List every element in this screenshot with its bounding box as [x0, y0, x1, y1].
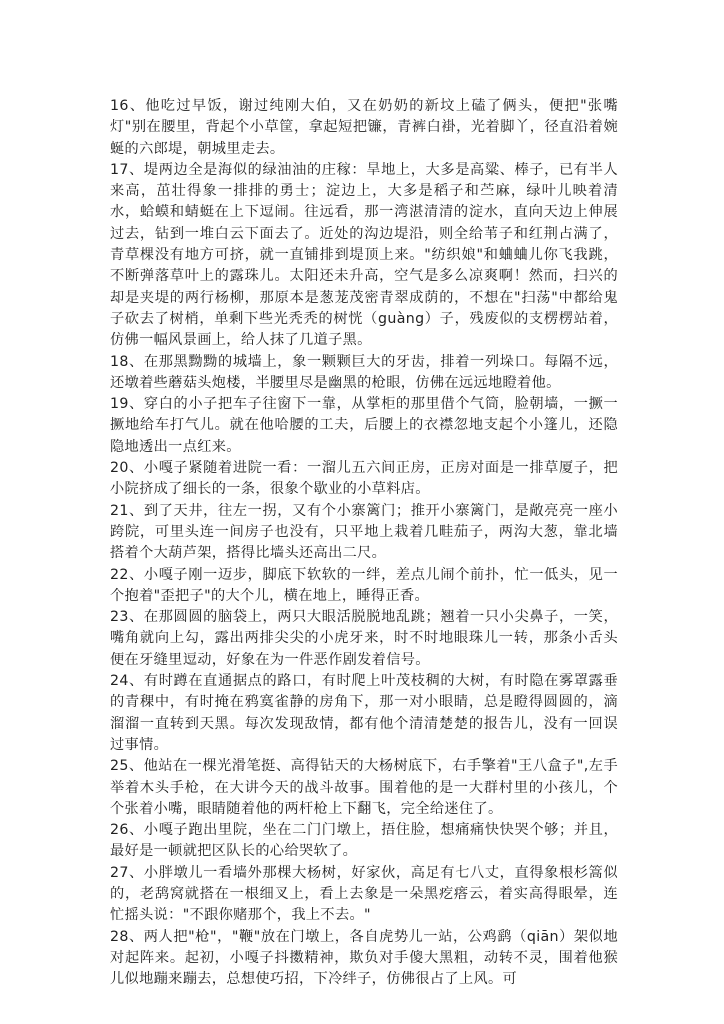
- paragraph-18: 18、在那黑黝黝的城墙上，象一颗颗巨大的牙齿，排着一列垛口。每隔不远，还墩着些蘑菇头炮楼，半腰里尽是幽黑的枪眼，仿佛在远远地瞪着他。: [110, 353, 618, 391]
- paragraph-19: 19、穿白的小子把车子往窗下一靠，从掌柜的那里借个气筒，脸朝墙，一撅一撅地给车打气儿。就在他哈腰的工夫，后腰上的衣襟忽地支起个小篷儿，还隐隐地透出一点红来。: [110, 396, 618, 455]
- paragraph-21: 21、到了天井，往左一拐，又有个小寨篱门；推开小寨篱门，是敞亮亮一座小跨院，可里头连一间房子也没有，只平地上栽着几畦茄子，两沟大葱，靠北墙搭着个大葫芦架，搭得比墙头还高出二尺。: [110, 502, 618, 562]
- paragraph-27: 27、小胖墩儿一看墙外那棵大杨树，好家伙，高足有七八丈，直得象根杉篙似的，老鸹窝就搭在一根细叉上，看上去象是一朵黑疙瘩云，着实高得眼晕，连忙摇头说："不跟你赌那个，我上不去。": [110, 864, 618, 924]
- paragraph-23: 23、在那圆圆的脑袋上，两只大眼活脱脱地乱跳；翘着一只小尖鼻子，一笑，嘴角就向上勾，露出两排尖尖的小虎牙来，时不时地眼珠儿一转，那条小舌头便在牙缝里逗动，好象在为一件恶作剧发着信号。: [110, 609, 618, 668]
- paragraph-26: 26、小嘎子跑出里院，坐在二门门墩上，捂住脸，想痛痛快快哭个够；并且，最好是一顿就把区队长的心给哭软了。: [110, 822, 618, 860]
- paragraph-28: 28、两人把"枪"，"鞭"放在门墩上，各自虎势儿一站，公鸡鹞（qiān）架似地对起阵来。起初，小嘎子抖擞精神，欺负对手傻大黑粗，动转不灵，围着他猴儿似地蹦来蹦去，总想使巧招，下冷绊子，仿佛很占了上风。可: [110, 928, 618, 988]
- paragraph-24: 24、有时蹲在直通据点的路口，有时爬上叶茂枝稠的大树，有时隐在雾罩露垂的青稞中，有时掩在鸦寞雀静的房角下，那一对小眼睛，总是瞪得圆圆的，滴溜溜一直转到天黑。每次发现敌情，都有他个清清楚楚的报告儿，没有一回误过事情。: [110, 673, 618, 753]
- paragraph-17: 17、堤两边全是海似的绿油油的庄稼：旱地上，大多是高粱、棒子，已有半人来高，茁壮得象一排排的勇士；淀边上，大多是稻子和苎麻，绿叶儿映着清水，蛤蟆和蜻蜓在上下逗闹。往远看，那一湾湛清清的淀水，直向天边上伸展过去，钻到一堆白云下面去了。近处的沟边堤沿，则全给苇子和红荆占满了，青草棵没有地方可挤，就一直铺排到堤顶上来。"纺织娘"和蛐蛐儿你飞我跳，不断弹落草叶上的露珠儿。太阳还未升高，空气是多么凉爽啊！然而，扫兴的却是夹堤的两行杨柳，那原本是葱茏茂密青翠成荫的，不想在"扫荡"中都给鬼子砍去了树梢，单剩下些光秃秃的树恍（guàng）子，残废似的支楞楞站着，仿佛一幅风景画上，给人抹了几道子黑。: [110, 161, 618, 349]
- paragraph-16: 16、他吃过早饭，谢过纯刚大伯，又在奶奶的新坟上磕了俩头，便把"张嘴灯"别在腰里，背起个小草筐，拿起短把镰，青裤白褂，光着脚丫，径直沿着婉蜒的六郎堤，朝城里走去。: [110, 98, 618, 157]
- paragraph-20: 20、小嘎子紧随着进院一看：一溜儿五六间正房，正房对面是一排草厦子，把小院挤成了细长的一条，很象个歇业的小草料店。: [110, 460, 618, 498]
- paragraph-25: 25、他站在一棵光滑笔挺、高得钻天的大杨树底下，右手擎着"王八盒子",左手举着木头手枪，在大讲今天的战斗故事。围着他的是一大群村里的小孩儿，个个张着小嘴，眼睛随着他的两杆枪上下翻飞，完全给迷住了。: [110, 758, 618, 817]
- paragraph-22: 22、小嘎子刚一迈步，脚底下软软的一绊，差点儿闹个前扑，忙一低头，见一个抱着"歪把子"的大个儿，横在地上，睡得正香。: [110, 566, 618, 604]
- document-page: [110, 96, 618, 990]
